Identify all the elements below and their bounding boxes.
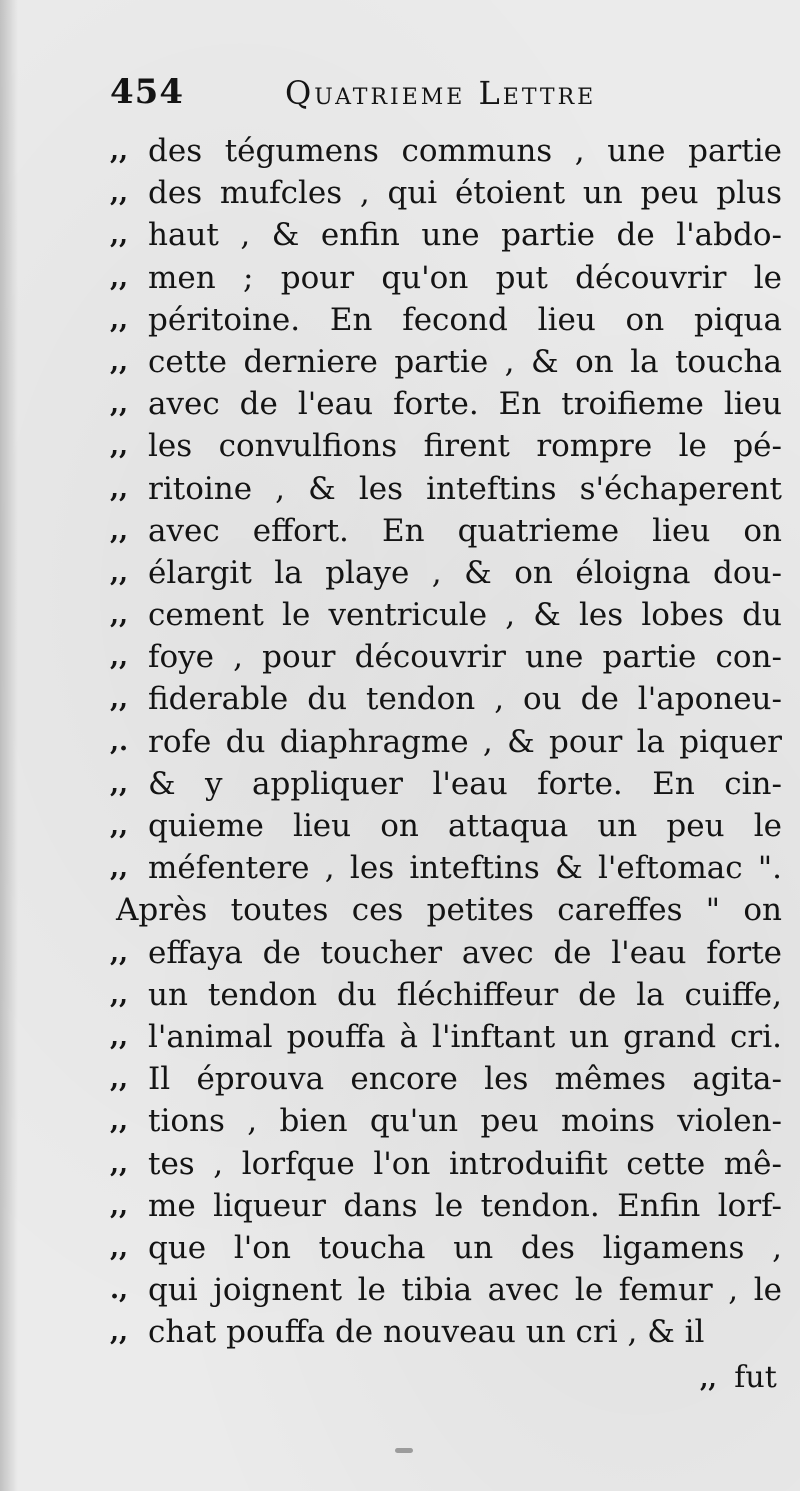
text-line: [110, 678, 782, 720]
line-text: l'animal pouffa à l'inftant un grand cri.: [148, 1018, 782, 1055]
quote-mark: ,,: [110, 262, 129, 293]
page-gutter-shadow: [0, 0, 18, 1491]
line-text: ritoine , & les inteftins s'échaperent: [148, 470, 782, 507]
catchword: [700, 1360, 777, 1395]
text-line: [110, 299, 782, 341]
line-text: cement le ventricule , & les lobes du: [148, 597, 782, 634]
quote-mark: ,,: [110, 1106, 129, 1137]
quote-mark: ,,: [110, 431, 129, 462]
quote-mark: ,,: [110, 389, 129, 420]
body-text: [110, 130, 782, 1353]
text-line: [110, 383, 782, 425]
text-line: [110, 636, 782, 678]
line-text: avec de l'eau forte. En troifieme lieu: [148, 386, 782, 423]
text-line: [110, 847, 782, 889]
text-line: [110, 468, 782, 510]
quote-mark: ,,: [110, 473, 129, 504]
quote-mark: ,,: [110, 937, 129, 968]
ink-smudge: [395, 1448, 413, 1453]
quote-mark: ,,: [110, 220, 129, 251]
text-line: [110, 1143, 782, 1185]
line-text: rofe du diaphragme , & pour la piquer: [148, 723, 782, 760]
text-line: [110, 341, 782, 383]
quote-mark: ,,: [110, 853, 129, 884]
text-line: [110, 552, 782, 594]
line-text: Après toutes ces petites careffes " on: [116, 892, 782, 929]
catchword-text: fut: [734, 1360, 777, 1395]
quote-mark: ,,: [110, 304, 129, 335]
text-line: [110, 130, 782, 172]
quote-mark: ,,: [110, 1317, 129, 1348]
text-line: [110, 1185, 782, 1227]
line-text: quieme lieu on attaqua un peu le: [148, 808, 782, 844]
quote-mark: ,,: [110, 811, 129, 841]
text-line: [110, 805, 782, 847]
text-line: [110, 763, 782, 805]
quote-mark: ,,: [110, 515, 129, 546]
text-line: [110, 932, 782, 974]
text-line: [110, 510, 782, 552]
text-line: [110, 721, 782, 763]
line-text: Il éprouva encore les mêmes agita-: [148, 1061, 782, 1098]
quote-mark: ,,: [110, 1064, 129, 1095]
line-text: méfentere , les inteftins & l'eftomac ".: [148, 850, 782, 887]
page-number: 454: [110, 72, 184, 112]
line-text: foye , pour découvrir une partie con-: [148, 639, 782, 676]
quote-mark: ,,: [110, 136, 129, 166]
line-text: tes , lorfque l'on introduifit cette mê-: [148, 1145, 782, 1182]
text-line: [110, 257, 782, 299]
quote-mark: ,,: [110, 642, 129, 673]
quote-mark: ,,: [110, 600, 129, 631]
line-text: me liqueur dans le tendon. Enfin lorf-: [148, 1187, 782, 1224]
line-text: avec effort. En quatrieme lieu on: [148, 512, 782, 549]
text-line: [110, 1016, 782, 1058]
line-text: que l'on toucha un des ligamens ,: [148, 1229, 782, 1266]
text-line: [110, 974, 782, 1016]
line-text: & y appliquer l'eau forte. En cin-: [148, 765, 782, 802]
text-line: [110, 889, 782, 931]
quote-mark: ,,: [110, 979, 129, 1010]
quote-mark: ,,: [110, 1190, 129, 1221]
line-text: des tégumens communs , une partie: [148, 133, 782, 169]
line-text: élargit la playe , & on éloigna dou-: [148, 554, 782, 591]
quote-mark: ,.: [110, 726, 129, 757]
text-line: [110, 1100, 782, 1142]
quote-mark: ,,: [110, 346, 129, 377]
text-line: [110, 214, 782, 256]
text-line: [110, 172, 782, 214]
quote-mark: ,,: [110, 178, 129, 209]
page-header: [110, 72, 730, 122]
text-line: [110, 1058, 782, 1100]
quote-mark: ,,: [110, 1232, 129, 1263]
line-text: haut , & enfin une partie de l'abdo-: [148, 217, 782, 254]
text-line: [110, 594, 782, 636]
text-line: [110, 1311, 782, 1353]
quote-mark: ,,: [110, 1021, 129, 1052]
quote-mark: ,,: [110, 684, 129, 715]
text-line: [110, 425, 782, 467]
text-line: [110, 1269, 782, 1311]
line-text: tions , bien qu'un peu moins violen-: [148, 1103, 782, 1140]
line-text: fiderable du tendon , ou de l'aponeu-: [148, 681, 782, 718]
quote-mark: .,: [110, 1275, 129, 1306]
quote-mark: ,,: [110, 557, 129, 588]
line-text: effaya de toucher avec de l'eau forte: [148, 934, 782, 971]
line-text: les convulfions firent rompre le pé-: [148, 428, 782, 465]
text-line: [110, 1227, 782, 1269]
line-text: des mufcles , qui étoient un peu plus: [148, 175, 782, 212]
line-text: cette derniere partie , & on la toucha: [148, 343, 782, 380]
line-text: péritoine. En fecond lieu on piqua: [148, 301, 782, 338]
quote-mark: ,,: [110, 1148, 129, 1179]
line-text: men ; pour qu'on put découvrir le: [148, 259, 782, 296]
line-text: qui joignent le tibia avec le femur , le: [148, 1272, 782, 1309]
quote-mark: ,,: [110, 768, 129, 799]
running-head: Quatrieme Lettre: [285, 74, 597, 112]
quote-mark: ,,: [700, 1364, 717, 1393]
line-text: un tendon du fléchiffeur de la cuiffe,: [148, 976, 782, 1013]
line-text: chat pouffa de nouveau un cri , & il: [148, 1314, 705, 1351]
